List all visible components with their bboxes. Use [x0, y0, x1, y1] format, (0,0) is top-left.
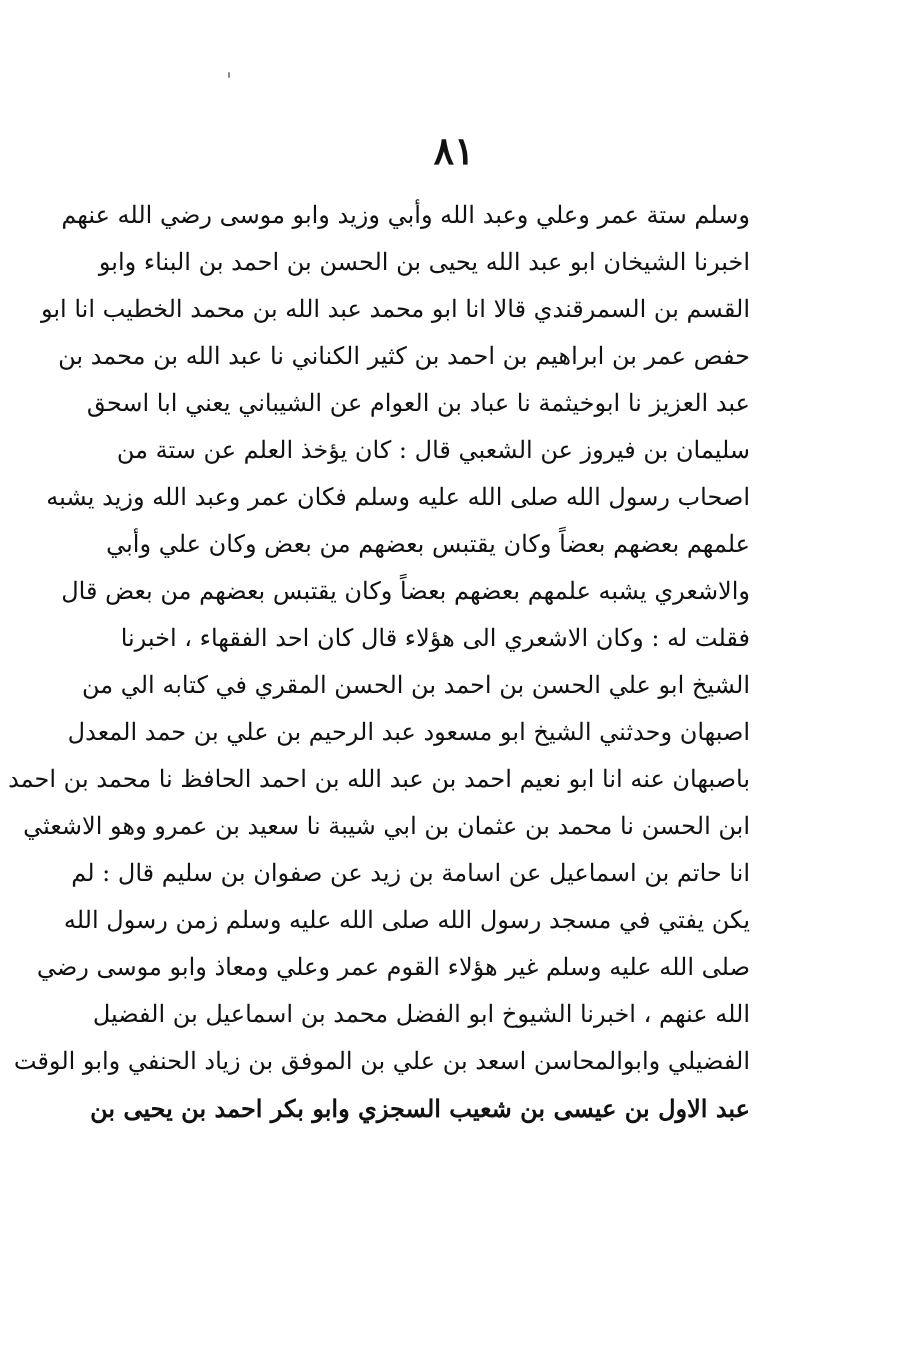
text-line: اصحاب رسول الله صلى الله عليه وسلم فكان عمر وعبد الله وزيد يشبه	[46, 483, 750, 511]
text-line: صلى الله عليه وسلم غير هؤلاء القوم عمر وعلي ومعاذ وابو موسى رضي	[36, 953, 750, 981]
text-line: الفضيلي وابوالمحاسن اسعد بن علي بن الموفق بن زياد الحنفي وابو الوقت	[13, 1047, 750, 1075]
text-line: اخبرنا الشيخان ابو عبد الله يحيى بن الحسن بن احمد بن البناء وابو	[98, 248, 750, 276]
text-line: سليمان بن فيروز عن الشعبي قال : كان يؤخذ العلم عن ستة من	[116, 436, 750, 464]
text-line: يكن يفتي في مسجد رسول الله صلى الله عليه وسلم زمن رسول الله	[63, 906, 750, 934]
scan-speck	[228, 72, 230, 78]
text-line: القسم بن السمرقندي قالا انا ابو محمد عبد الله بن محمد الخطيب انا ابو	[40, 295, 750, 323]
text-line: اصبهان وحدثني الشيخ ابو مسعود عبد الرحيم بن علي بن حمد المعدل	[67, 718, 750, 746]
text-line: الله عنهم ، اخبرنا الشيوخ ابو الفضل محمد بن اسماعيل بن الفضيل	[92, 1000, 750, 1028]
text-line: انا حاتم بن اسماعيل عن اسامة بن زيد عن صفوان بن سليم قال : لم	[71, 859, 750, 887]
body-text	[8, 192, 750, 1132]
text-line: الشيخ ابو علي الحسن بن احمد بن الحسن المقري في كتابه الي من	[81, 671, 750, 699]
page-number: ٨١	[433, 128, 475, 173]
text-line: والاشعري يشبه علمهم بعضهم بعضاً وكان يقتبس بعضهم من بعض قال	[61, 577, 750, 605]
text-line: عبد العزيز نا ابوخيثمة نا عباد بن العوام عن الشيباني يعني ابا اسحق	[86, 389, 750, 417]
text-line: علمهم بعضهم بعضاً وكان يقتبس بعضهم من بعض وكان علي وأبي	[106, 530, 750, 558]
text-line: باصبهان عنه انا ابو نعيم احمد بن عبد الله بن احمد الحافظ نا محمد بن احمد	[8, 765, 750, 793]
text-line: فقلت له : وكان الاشعري الى هؤلاء قال كان احد الفقهاء ، اخبرنا	[120, 624, 750, 652]
text-line: عبد الاول بن عيسى بن شعيب السجزي وابو بكر احمد بن يحيى بن	[90, 1094, 750, 1123]
text-line: وسلم ستة عمر وعلي وعبد الله وأبي وزيد وابو موسى رضي الله عنهم	[61, 201, 750, 229]
text-line: ابن الحسن نا محمد بن عثمان بن ابي شيبة نا سعيد بن عمرو وهو الاشعثي	[23, 812, 750, 840]
text-line: حفص عمر بن ابراهيم بن احمد بن كثير الكناني نا عبد الله بن محمد بن	[58, 342, 750, 370]
